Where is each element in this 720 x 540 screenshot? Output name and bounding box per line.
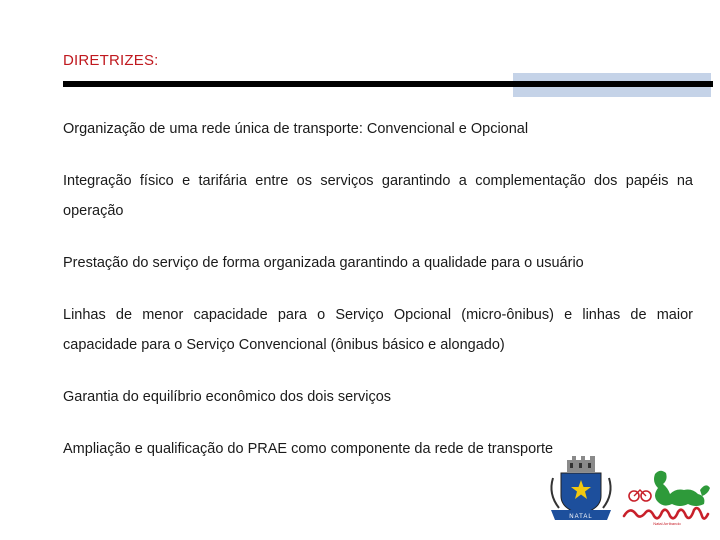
- guideline-item: Prestação do serviço de forma organizada garantindo a qualidade para o usuário: [63, 255, 584, 271]
- guidelines-list: [63, 114, 693, 486]
- title-rule: [63, 81, 713, 87]
- guideline-item: Integração físico e tarifária entre os serviços garantindo a complementação dos papéis na operação: [63, 173, 693, 219]
- guideline-item: Garantia do equilíbrio econômico dos dois serviços: [63, 389, 392, 405]
- guideline-item: Linhas de menor capacidade para o Serviço Opcional (micro-ônibus) e linhas de maior capacidade para o Serviço Convencional (ônibus básico e alongado): [63, 307, 693, 353]
- mascot-text: Natal Arribando: [653, 521, 681, 526]
- green-mascot-icon: [622, 466, 712, 526]
- guideline-item: Organização de uma rede única de transporte: Convencional e Opcional: [63, 121, 529, 137]
- coat-of-arms-text: NATAL: [569, 514, 593, 520]
- guideline-item: Ampliação e qualificação do PRAE como componente da rede de transporte: [63, 441, 554, 457]
- slide-title: DIRETRIZES:: [63, 52, 159, 69]
- natal-coat-of-arms-icon: [545, 454, 617, 522]
